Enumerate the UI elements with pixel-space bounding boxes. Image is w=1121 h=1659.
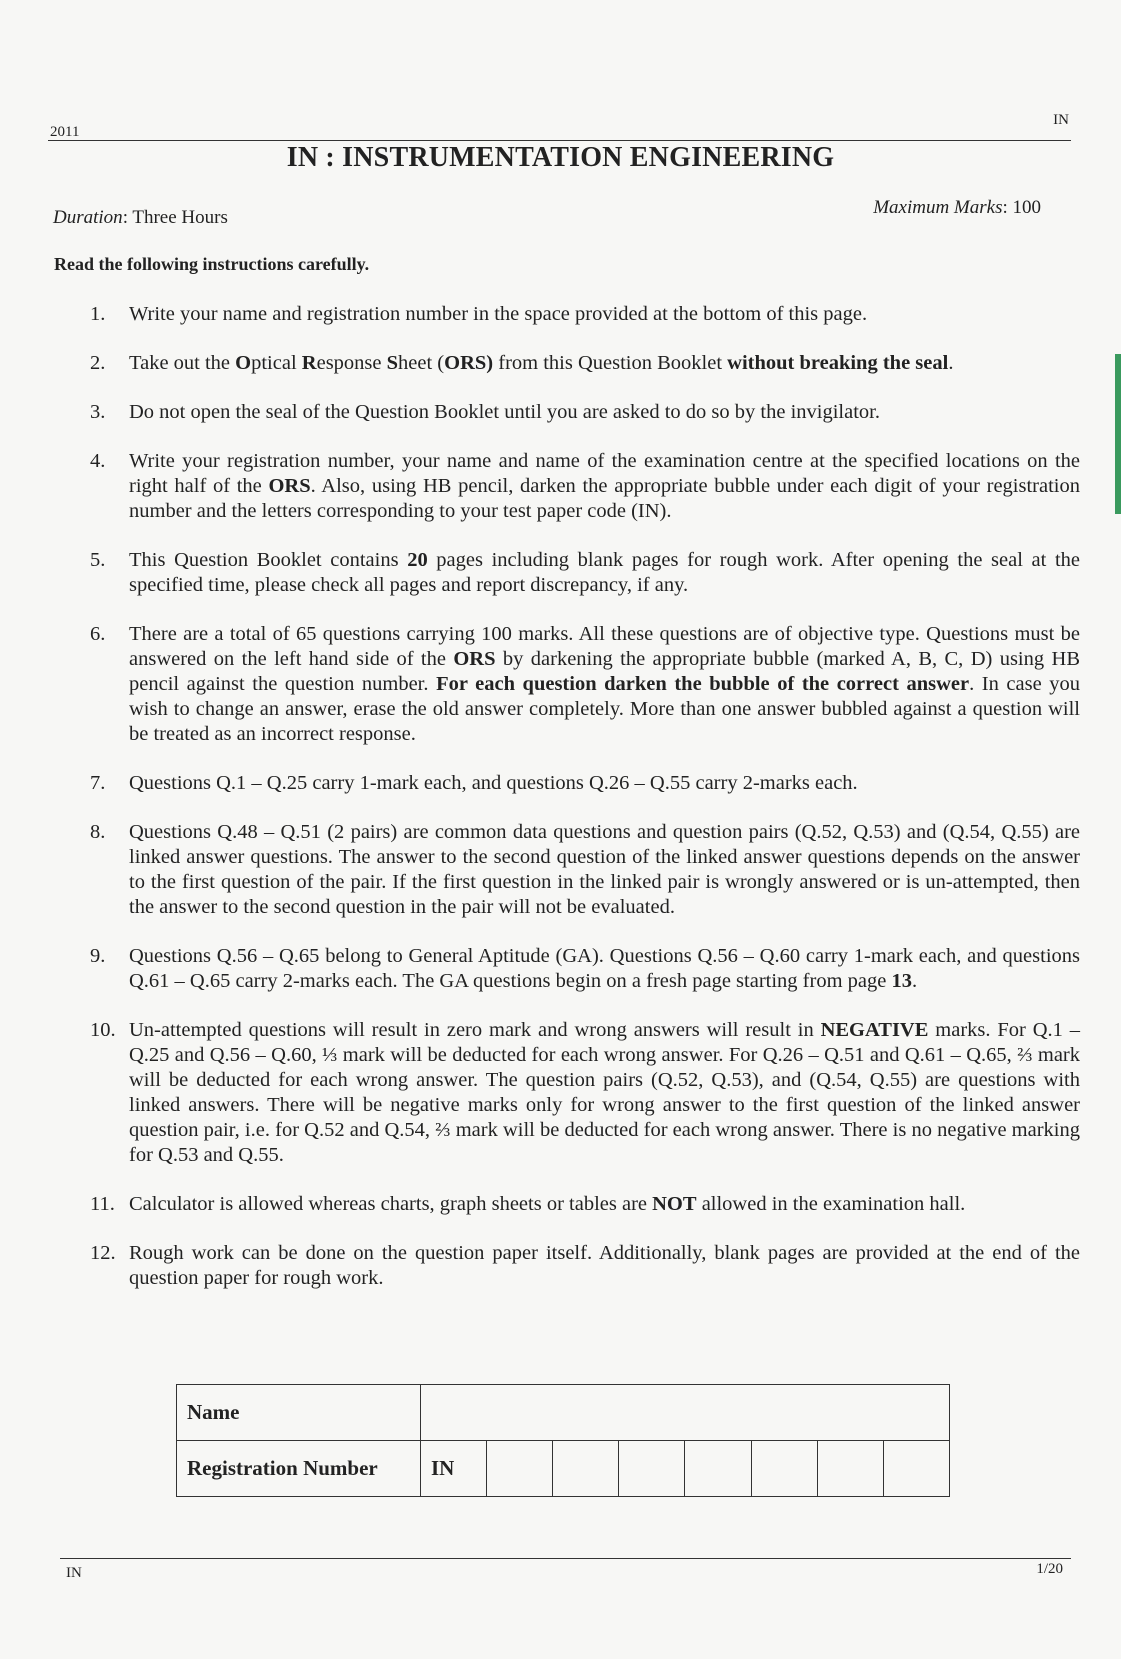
instruction-text bbox=[129, 351, 1080, 376]
instruction-text bbox=[129, 1192, 1080, 1217]
instruction-item bbox=[90, 820, 1080, 920]
instruction-text-run: Write your registration number, your name and name of the examination centre at the specified locations on the right half of the bbox=[129, 450, 1080, 497]
instruction-text-run: Questions Q.56 – Q.65 belong to General Aptitude (GA). Questions Q.56 – Q.60 carry 1-mark each, and questions Q.61 – Q.65 carry 2-marks each. The GA questions begin on a fresh page starting from page bbox=[129, 945, 1080, 992]
instruction-text-run: Do not open the seal of the Question Booklet until you are asked to do so by the invigilator. bbox=[129, 401, 880, 423]
instruction-text bbox=[129, 1018, 1080, 1168]
header-paper-code: IN bbox=[1053, 112, 1069, 128]
duration-value: : Three Hours bbox=[122, 207, 228, 228]
instruction-text-run: Write your name and registration number in the space provided at the bottom of this page. bbox=[129, 303, 868, 325]
name-row bbox=[177, 1385, 950, 1441]
instruction-item bbox=[90, 400, 1080, 425]
instruction-text bbox=[129, 622, 1080, 747]
max-marks-value: : 100 bbox=[1002, 197, 1041, 218]
instruction-text-run: 20 bbox=[407, 549, 428, 571]
registration-row bbox=[177, 1441, 950, 1497]
instruction-text-run: R bbox=[301, 352, 317, 374]
instruction-text-run: 13 bbox=[891, 970, 912, 992]
instruction-text-run: marks. For Q.1 – Q.25 and Q.56 – Q.60, ⅓ mark will be deducted for each wrong answer. For Q.26 – Q.51 and Q.61 – Q.65, ⅔ mark will be deducted for each wrong answer. The question pairs (Q.52, Q.53), and (Q.54, Q.55) are questions with linked answers. There will be negative marks only for wrong answer to the first question of the linked answer question pair, i.e. for Q.52 and Q.54, ⅔ mark will be deducted for each wrong answer. There is no negative marking for Q.53 and Q.55. bbox=[129, 1019, 1080, 1166]
instruction-text-run: heet ( bbox=[398, 352, 445, 374]
instruction-text-run: Rough work can be done on the question paper itself. Additionally, blank pages are provided at the end of the question paper for rough work. bbox=[129, 1242, 1080, 1289]
instruction-item bbox=[90, 622, 1080, 747]
instruction-item bbox=[90, 449, 1080, 524]
instruction-text-run: Un-attempted questions will result in zero mark and wrong answers will result in bbox=[129, 1019, 821, 1041]
instruction-text-run: allowed in the examination hall. bbox=[696, 1193, 966, 1215]
instruction-text-run: Questions Q.1 – Q.25 carry 1-mark each, and questions Q.26 – Q.55 carry 2-marks each. bbox=[129, 772, 858, 794]
instruction-text bbox=[129, 820, 1080, 920]
footer-paper-code: IN bbox=[66, 1565, 82, 1581]
instructions-list bbox=[90, 302, 1080, 1315]
instruction-item bbox=[90, 1192, 1080, 1217]
registration-digit-box[interactable] bbox=[883, 1441, 949, 1497]
duration bbox=[53, 207, 228, 229]
instruction-text-run: . bbox=[948, 352, 954, 374]
instruction-text-run: . In case you wish to change an answer, erase the old answer completely. More than one answer bubbled against a question will be treated as an incorrect response. bbox=[129, 673, 1081, 745]
page-number: 1/20 bbox=[1036, 1561, 1063, 1577]
instruction-text-run: S bbox=[386, 352, 399, 374]
header-year: 2011 bbox=[50, 124, 80, 140]
name-field[interactable] bbox=[421, 1385, 950, 1441]
registration-digit-box[interactable] bbox=[553, 1441, 619, 1497]
instruction-number: 5. bbox=[90, 549, 106, 571]
registration-prefix: IN bbox=[421, 1441, 487, 1497]
registration-digit-box[interactable] bbox=[817, 1441, 883, 1497]
max-marks-label: Maximum Marks bbox=[873, 197, 1003, 218]
instruction-text bbox=[129, 1241, 1080, 1291]
instruction-number: 7. bbox=[90, 772, 106, 794]
instruction-text bbox=[129, 771, 1080, 796]
instruction-text-run: . Also, using HB pencil, darken the appropriate bubble under each digit of your registration number and the letters corresponding to your test paper code (IN). bbox=[129, 475, 1080, 522]
booklet-seal-strip bbox=[1115, 354, 1121, 514]
registration-digit-box[interactable] bbox=[619, 1441, 685, 1497]
instruction-text bbox=[129, 302, 1080, 327]
instruction-text-run: O bbox=[235, 352, 252, 374]
registration-digit-box[interactable] bbox=[685, 1441, 751, 1497]
instruction-text-run: NEGATIVE bbox=[820, 1019, 929, 1041]
registration-label: Registration Number bbox=[177, 1441, 421, 1497]
instruction-number: 12. bbox=[90, 1242, 116, 1264]
instruction-text-run: For each question darken the bubble of the correct answer bbox=[436, 673, 970, 695]
footer-divider bbox=[60, 1558, 1071, 1559]
name-label: Name bbox=[177, 1385, 421, 1441]
header-divider bbox=[48, 140, 1071, 141]
duration-label: Duration bbox=[53, 207, 123, 228]
instruction-text-run: . bbox=[911, 970, 918, 992]
instruction-text-run: This Question Booklet contains bbox=[129, 549, 408, 571]
registration-digit-box[interactable] bbox=[751, 1441, 817, 1497]
instruction-number: 10. bbox=[90, 1019, 116, 1041]
instruction-text-run: pages including blank pages for rough work. After opening the seal at the specified time, please check all pages and report discrepancy, if any. bbox=[129, 549, 1080, 596]
instruction-text-run: ORS) bbox=[444, 352, 494, 374]
instruction-number: 3. bbox=[90, 401, 106, 423]
instruction-item bbox=[90, 1241, 1080, 1291]
instruction-number: 1. bbox=[90, 303, 106, 325]
instruction-text-run: Take out the bbox=[129, 352, 236, 374]
instructions-heading: Read the following instructions carefully. bbox=[54, 254, 370, 274]
instruction-text-run: ptical bbox=[251, 352, 302, 374]
instruction-text-run: ORS bbox=[453, 648, 496, 670]
instruction-text bbox=[129, 944, 1080, 994]
registration-digit-box[interactable] bbox=[487, 1441, 553, 1497]
instruction-text-run: esponse bbox=[316, 352, 387, 374]
candidate-details-table bbox=[176, 1384, 950, 1497]
instruction-number: 8. bbox=[90, 821, 106, 843]
maximum-marks bbox=[873, 197, 1041, 219]
instruction-text bbox=[129, 400, 1080, 425]
instruction-text-run: NOT bbox=[652, 1193, 697, 1215]
instruction-item bbox=[90, 944, 1080, 994]
instruction-text-run: ORS bbox=[268, 475, 311, 497]
instruction-number: 11. bbox=[90, 1193, 115, 1215]
instruction-item bbox=[90, 302, 1080, 327]
instruction-item bbox=[90, 548, 1080, 598]
instruction-text-run: by darkening the appropriate bubble (marked A, B, C, D) using HB pencil against the question number. bbox=[129, 648, 1080, 695]
instruction-text-run: from this Question Booklet bbox=[493, 352, 728, 374]
instruction-text bbox=[129, 548, 1080, 598]
instruction-item bbox=[90, 351, 1080, 376]
instruction-text-run: Questions Q.48 – Q.51 (2 pairs) are common data questions and question pairs (Q.52, Q.53) and (Q.54, Q.55) are linked answer questions. The answer to the second question of the linked answer questions depends on the answer to the first question of the pair. If the first question in the linked pair is wrongly answered or is un-attempted, then the answer to the second question in the pair will not be evaluated. bbox=[129, 821, 1080, 918]
instruction-item bbox=[90, 1018, 1080, 1168]
page-title: IN : INSTRUMENTATION ENGINEERING bbox=[286, 142, 835, 173]
instruction-number: 6. bbox=[90, 623, 106, 645]
instruction-number: 4. bbox=[90, 450, 106, 472]
instruction-text-run: There are a total of 65 questions carrying 100 marks. All these questions are of objective type. Questions must be answered on the left hand side of the bbox=[129, 623, 1080, 670]
instruction-number: 9. bbox=[90, 945, 106, 967]
instruction-text bbox=[129, 449, 1080, 524]
instruction-text-run: Calculator is allowed whereas charts, graph sheets or tables are bbox=[129, 1193, 653, 1215]
instruction-number: 2. bbox=[90, 352, 106, 374]
instruction-item bbox=[90, 771, 1080, 796]
instruction-text-run: without breaking the seal bbox=[727, 352, 949, 374]
